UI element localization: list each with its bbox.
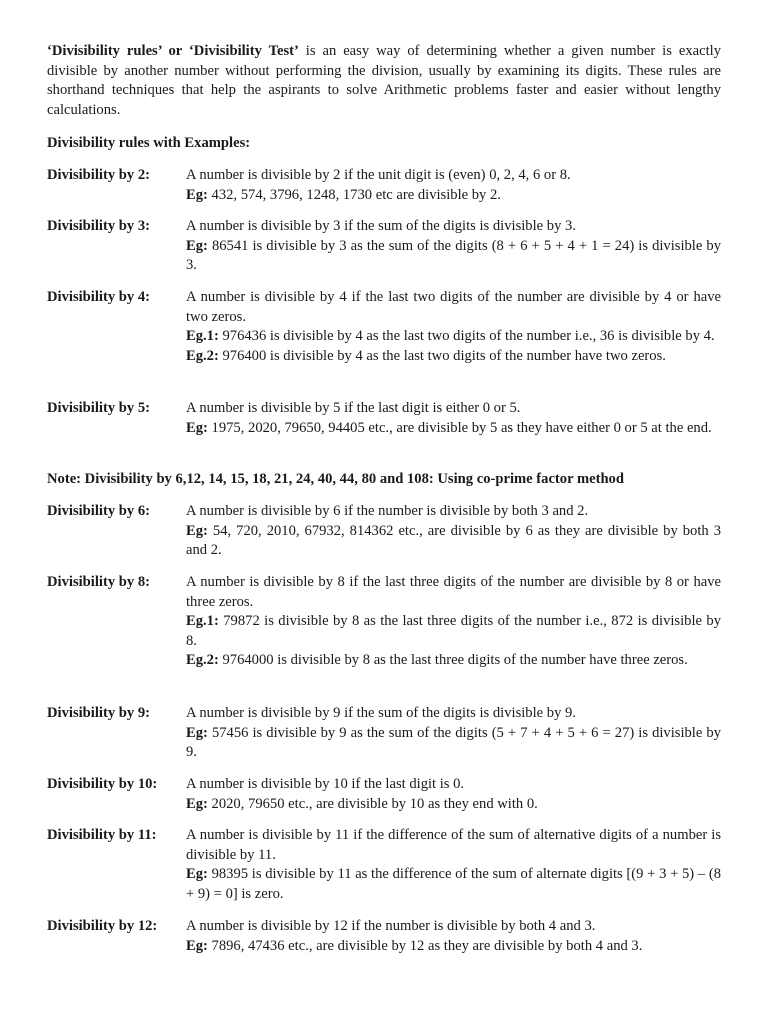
rule-example (186, 795, 721, 815)
example-text: 54, 720, 2010, 67932, 814362 etc., are divisible by 6 as they are divisible by both 3 and 2. (186, 522, 721, 559)
rule-statement: A number is divisible by 8 if the last three digits of the number are divisible by 8 or have three zeros. (186, 574, 721, 610)
intro-or: or (161, 43, 189, 59)
rule-label: Divisibility by 8: (47, 574, 150, 590)
example-label: Eg: (186, 186, 208, 203)
example-label: Eg: (186, 866, 208, 883)
rule-example (186, 724, 721, 763)
rule-statement: A number is divisible by 5 if the last digit is either 0 or 5. (186, 400, 521, 416)
example-label: Eg: (186, 522, 208, 539)
example-label: Eg: (186, 237, 208, 254)
rule-body (186, 399, 721, 438)
rule-example (186, 937, 721, 957)
rule-example (186, 186, 721, 206)
example-label: Eg: (186, 795, 208, 812)
rule-label: Divisibility by 9: (47, 705, 150, 721)
rule-body (186, 217, 721, 276)
rule-example (186, 237, 721, 276)
rule-example (186, 612, 721, 651)
example-text: 1975, 2020, 79650, 94405 etc., are divisible by 5 as they have either 0 or 5 at the end. (207, 419, 712, 436)
rule-statement: A number is divisible by 3 if the sum of the digits is divisible by 3. (186, 218, 576, 234)
rule-statement: A number is divisible by 9 if the sum of the digits is divisible by 9. (186, 705, 576, 721)
rule-example (186, 522, 721, 561)
rule-label: Divisibility by 10: (47, 776, 158, 792)
rule-body (186, 917, 721, 956)
example-text: 86541 is divisible by 3 as the sum of the digits (8 + 6 + 5 + 4 + 1 = 24) is divisible by 3. (186, 237, 721, 274)
rule-body (186, 775, 721, 814)
intro-term-test: ‘Divisibility Test’ (188, 43, 299, 59)
example-text: 57456 is divisible by 9 as the sum of the digits (5 + 7 + 4 + 5 + 6 = 27) is divisible by 9. (186, 724, 721, 761)
example-label: Eg.2: (186, 652, 219, 669)
example-text: 976436 is divisible by 4 as the last two digits of the number i.e., 36 is divisible by 4. (218, 328, 715, 345)
example-text: 79872 is divisible by 8 as the last three digits of the number i.e., 872 is divisible by 8. (186, 613, 721, 649)
example-text: 976400 is divisible by 4 as the last two digits of the number have two zeros. (218, 347, 666, 364)
example-text: 9764000 is divisible by 8 as the last three digits of the number have three zeros. (218, 652, 688, 669)
rule-body (186, 502, 721, 561)
rule-label: Divisibility by 3: (47, 218, 150, 234)
rule-label: Divisibility by 4: (47, 289, 150, 305)
rule-label: Divisibility by 2: (47, 167, 150, 183)
rule-statement: A number is divisible by 2 if the unit digit is (even) 0, 2, 4, 6 or 8. (186, 167, 571, 183)
rule-label: Divisibility by 12: (47, 918, 158, 934)
example-label: Eg: (186, 724, 208, 741)
section-heading: Divisibility rules with Examples: (47, 135, 251, 151)
example-label: Eg.1: (186, 328, 219, 345)
rule-statement: A number is divisible by 11 if the difference of the sum of alternative digits of a number is divisible by 11. (186, 827, 721, 863)
example-label: Eg: (186, 937, 208, 954)
rule-body (186, 704, 721, 763)
rule-statement: A number is divisible by 10 if the last digit is 0. (186, 776, 465, 792)
intro-term-rules: ‘Divisibility rules’ (47, 43, 162, 59)
rule-body (186, 573, 721, 671)
rule-label: Divisibility by 11: (47, 827, 157, 843)
rule-label: Divisibility by 6: (47, 503, 150, 519)
example-text: 7896, 47436 etc., are divisible by 12 as they are divisible by both 4 and 3. (207, 937, 643, 954)
rule-example (186, 327, 721, 347)
rule-example (186, 347, 721, 367)
note-heading: Note: Divisibility by 6,12, 14, 15, 18, 21, 24, 40, 44, 80 and 108: Using co-prime factor method (47, 471, 624, 487)
rule-label: Divisibility by 5: (47, 400, 150, 416)
rule-statement: A number is divisible by 6 if the number is divisible by both 3 and 2. (186, 503, 589, 519)
rule-example (186, 419, 721, 439)
example-text: 432, 574, 3796, 1248, 1730 etc are divisible by 2. (207, 186, 501, 203)
rule-example (186, 865, 721, 904)
rule-statement: A number is divisible by 12 if the number is divisible by both 4 and 3. (186, 918, 596, 934)
example-text: 2020, 79650 etc., are divisible by 10 as they end with 0. (207, 795, 538, 812)
intro-paragraph (47, 42, 721, 120)
rule-body (186, 826, 721, 904)
rule-example (186, 651, 721, 671)
rule-statement: A number is divisible by 4 if the last two digits of the number are divisible by 4 or have two zeros. (186, 289, 721, 325)
example-label: Eg: (186, 419, 208, 436)
intro-text: is an easy way of determining whether a given number is exactly divisible by another number without performing the division, usually by examining its digits. These rules are shorthand techniques that help the aspirants to solve Arithmetic problems faster and easier without lengthy calculations. (47, 43, 721, 118)
rule-body (186, 166, 721, 205)
example-label: Eg.2: (186, 347, 219, 364)
example-text: 98395 is divisible by 11 as the difference of the sum of alternate digits [(9 + 3 + 5) – (8 + 9) = 0] is zero. (186, 866, 721, 902)
example-label: Eg.1: (186, 613, 219, 630)
rule-body (186, 288, 721, 366)
